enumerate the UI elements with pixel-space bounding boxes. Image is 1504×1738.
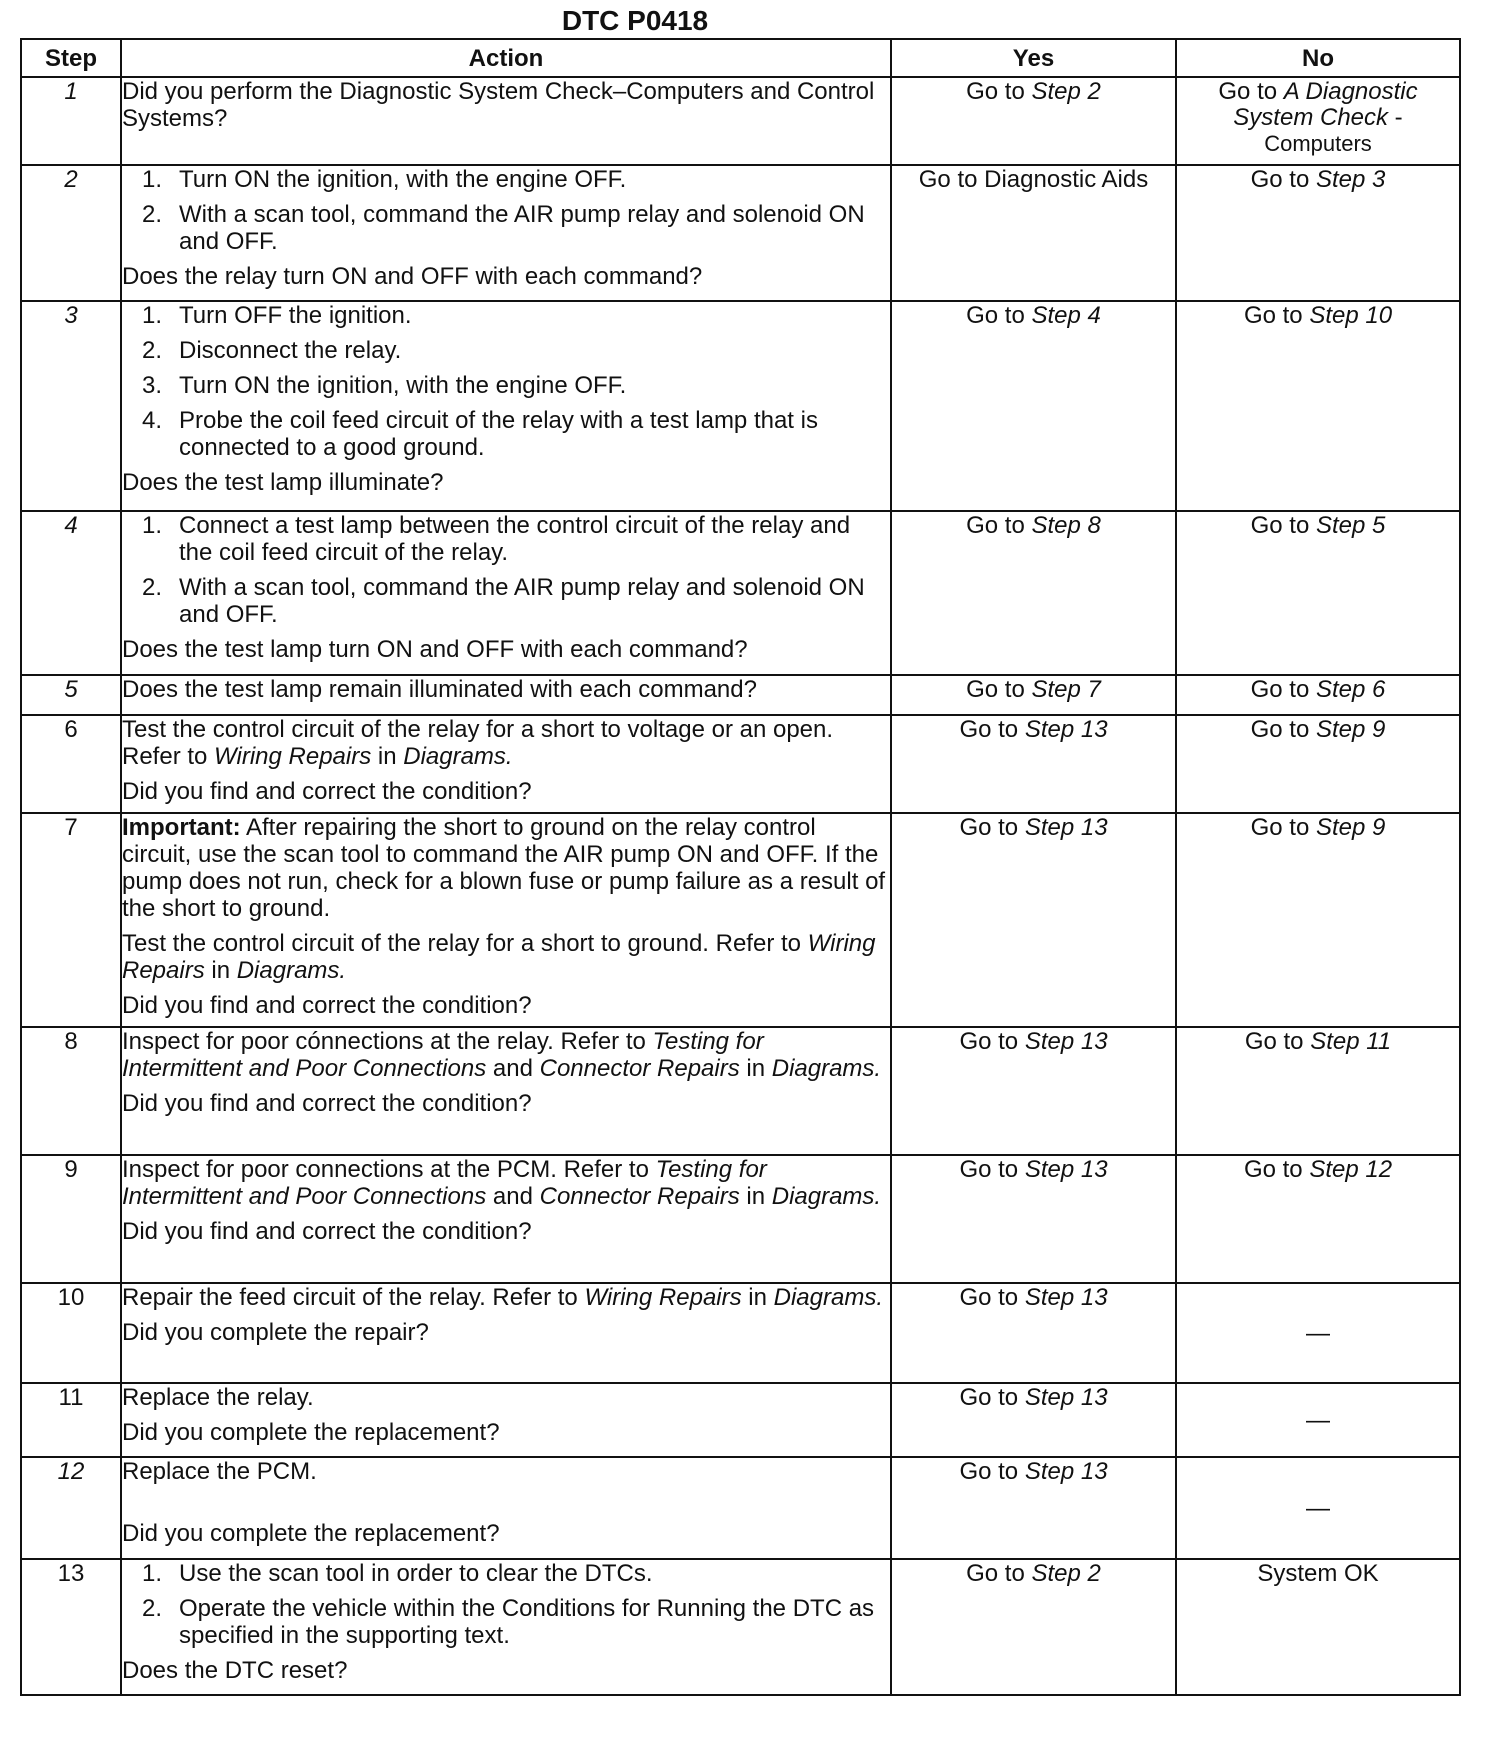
yes-cell xyxy=(891,1027,1176,1155)
action-text: Inspect for poor cónnections at the relay. Refer to Testing for Intermittent and Poor Connections and Connector Repairs in Diagrams. xyxy=(122,1028,882,1082)
no-cell xyxy=(1176,165,1460,301)
action-question: Does the test lamp turn ON and OFF with each command? xyxy=(122,636,748,663)
go-to-label: Go to xyxy=(1244,1028,1304,1055)
action-text: Did you perform the Diagnostic System Check–Computers and Control Systems? xyxy=(122,78,875,132)
yes-cell xyxy=(891,165,1176,301)
header-action: Action xyxy=(121,39,891,77)
yes-step-link: Step 13 xyxy=(1024,814,1108,841)
yes-step-link: Step 4 xyxy=(1031,302,1101,329)
action-list xyxy=(122,512,890,628)
table-row xyxy=(21,1027,1460,1155)
no-text: System OK xyxy=(1257,1560,1379,1587)
step-number: 8 xyxy=(21,1027,121,1155)
list-item: 1. Use the scan tool in order to clear the DTCs. xyxy=(142,1560,653,1587)
no-cell xyxy=(1176,301,1460,511)
yes-cell xyxy=(891,77,1176,165)
ref-link: Connector Repairs xyxy=(539,1183,740,1210)
ref-link: Diagrams. xyxy=(771,1183,882,1210)
list-item: 2. Disconnect the relay. xyxy=(142,337,402,364)
action-cell xyxy=(121,301,891,511)
action-cell xyxy=(121,77,891,165)
no-suffix: Computers xyxy=(1264,131,1372,156)
step-number: 9 xyxy=(21,1155,121,1283)
step-number: 11 xyxy=(21,1383,121,1457)
table-row xyxy=(21,77,1460,165)
yes-text: Go to Diagnostic Aids xyxy=(918,166,1149,193)
go-to-label: Go to xyxy=(1250,814,1310,841)
yes-step-link: Step 13 xyxy=(1024,1028,1108,1055)
table-row xyxy=(21,1559,1460,1695)
ref-link: Testing for Intermittent and Poor Connections xyxy=(122,1156,767,1210)
step-number: 1 xyxy=(21,77,121,165)
no-cell xyxy=(1176,1027,1460,1155)
yes-step-link: Step 13 xyxy=(1024,1384,1108,1411)
table-row xyxy=(21,813,1460,1027)
action-question: Did you find and correct the condition? xyxy=(122,1090,532,1117)
go-to-label: Go to xyxy=(959,1458,1019,1485)
ref-link: Connector Repairs xyxy=(539,1055,740,1082)
no-dash: — xyxy=(1306,1319,1330,1347)
ref-link: Diagrams. xyxy=(773,1284,883,1311)
ref-link: Wiring Repairs xyxy=(584,1284,742,1311)
header-yes: Yes xyxy=(891,39,1176,77)
action-cell xyxy=(121,675,891,715)
action-question: Does the relay turn ON and OFF with each command? xyxy=(122,263,703,290)
yes-cell xyxy=(891,1155,1176,1283)
action-question: Did you find and correct the condition? xyxy=(122,778,532,805)
action-cell xyxy=(121,1559,891,1695)
go-to-label: Go to xyxy=(1250,512,1310,539)
yes-step-link: Step 2 xyxy=(1031,78,1101,105)
go-to-label: Go to xyxy=(1243,302,1303,329)
yes-cell xyxy=(891,1383,1176,1457)
action-question: Does the DTC reset? xyxy=(122,1657,348,1684)
no-step-link: Step 9 xyxy=(1315,814,1386,841)
go-to-label: Go to xyxy=(1243,1156,1303,1183)
yes-cell xyxy=(891,301,1176,511)
go-to-label: Go to xyxy=(966,78,1025,105)
table-row xyxy=(21,1155,1460,1283)
no-cell xyxy=(1176,675,1460,715)
step-number: 6 xyxy=(21,715,121,813)
yes-step-link: Step 2 xyxy=(1031,1560,1101,1587)
list-item: 4. Probe the coil feed circuit of the relay with a test lamp that is connected to a good ground. xyxy=(142,407,818,461)
step-number: 2 xyxy=(21,165,121,301)
table-row xyxy=(21,511,1460,675)
no-step-link: Step 6 xyxy=(1315,676,1386,703)
action-text: Test the control circuit of the relay for a short to ground. Refer to Wiring Repairs in Diagrams. xyxy=(122,930,876,984)
action-text: Replace the relay. xyxy=(122,1384,314,1411)
table-header-row xyxy=(21,39,1460,77)
action-question: Did you complete the replacement? xyxy=(122,1419,500,1446)
yes-step-link: Step 13 xyxy=(1024,1284,1108,1311)
go-to-label: Go to xyxy=(959,1028,1019,1055)
no-cell xyxy=(1176,1559,1460,1695)
action-cell xyxy=(121,1383,891,1457)
header-step: Step xyxy=(21,39,121,77)
no-cell xyxy=(1176,813,1460,1027)
action-cell xyxy=(121,1283,891,1383)
action-question: Does the test lamp remain illuminated with each command? xyxy=(122,676,757,703)
page-title: DTC P0418 xyxy=(561,5,709,36)
ref-link: Wiring Repairs xyxy=(122,930,876,984)
yes-cell xyxy=(891,1559,1176,1695)
no-step-link: Step 3 xyxy=(1315,166,1386,193)
yes-step-link: Step 8 xyxy=(1031,512,1101,539)
go-to-label: Go to xyxy=(959,1384,1019,1411)
action-question: Did you complete the repair? xyxy=(122,1319,429,1346)
yes-cell xyxy=(891,1283,1176,1383)
important-note: Important: After repairing the short to ground on the relay control circuit, use the scan tool to command the AIR pump ON and OFF. If the pump does not run, check for a blown fuse or pump failure as a result of the short to ground. xyxy=(122,814,886,922)
ref-link: Diagrams. xyxy=(771,1055,882,1082)
go-to-label: Go to xyxy=(1250,716,1310,743)
no-cell xyxy=(1176,715,1460,813)
table-row xyxy=(21,1283,1460,1383)
action-list xyxy=(122,302,890,461)
no-cell xyxy=(1176,511,1460,675)
step-number: 13 xyxy=(21,1559,121,1695)
no-cell xyxy=(1176,77,1460,165)
action-cell xyxy=(121,715,891,813)
list-item: 1. Connect a test lamp between the control circuit of the relay and the coil feed circuit of the relay. xyxy=(142,512,851,566)
step-number: 4 xyxy=(21,511,121,675)
no-cell xyxy=(1176,1155,1460,1283)
action-list xyxy=(122,1560,890,1649)
table-row xyxy=(21,675,1460,715)
go-to-label: Go to xyxy=(1218,78,1278,105)
action-text: Test the control circuit of the relay for a short to voltage or an open. Refer to Wiring Repairs in Diagrams. xyxy=(122,716,834,770)
dtc-table xyxy=(20,38,1461,1696)
action-cell xyxy=(121,511,891,675)
go-to-label: Go to xyxy=(966,512,1025,539)
yes-cell xyxy=(891,1457,1176,1559)
list-item: 2. Operate the vehicle within the Conditions for Running the DTC as specified in the supporting text. xyxy=(142,1595,875,1649)
step-number: 10 xyxy=(21,1283,121,1383)
action-cell xyxy=(121,1457,891,1559)
yes-step-link: Step 13 xyxy=(1024,1156,1108,1183)
go-to-label: Go to xyxy=(966,1560,1025,1587)
yes-cell xyxy=(891,813,1176,1027)
yes-step-link: Step 13 xyxy=(1024,1458,1108,1485)
table-row xyxy=(21,715,1460,813)
step-number: 5 xyxy=(21,675,121,715)
yes-step-link: Step 13 xyxy=(1024,716,1108,743)
go-to-label: Go to xyxy=(959,1156,1019,1183)
action-cell xyxy=(121,813,891,1027)
list-item: 1. Turn OFF the ignition. xyxy=(142,302,412,329)
list-item: 2. With a scan tool, command the AIR pump relay and solenoid ON and OFF. xyxy=(142,201,865,255)
action-question: Did you find and correct the condition? xyxy=(122,992,532,1019)
step-number: 7 xyxy=(21,813,121,1027)
list-item: 1. Turn ON the ignition, with the engine OFF. xyxy=(142,166,627,193)
ref-link: Diagrams. xyxy=(236,957,347,984)
action-question: Did you find and correct the condition? xyxy=(122,1218,532,1245)
no-dash: — xyxy=(1306,1406,1330,1434)
no-step-link: A Diagnostic System Check xyxy=(1233,78,1418,131)
yes-cell xyxy=(891,715,1176,813)
no-cell xyxy=(1176,1283,1460,1383)
no-step-link: Step 5 xyxy=(1315,512,1386,539)
yes-cell xyxy=(891,675,1176,715)
go-to-label: Go to xyxy=(1250,166,1310,193)
action-question: Did you complete the replacement? xyxy=(122,1520,500,1547)
action-question: Does the test lamp illuminate? xyxy=(122,469,444,496)
ref-link: Testing for Intermittent and Poor Connections xyxy=(122,1028,764,1082)
go-to-label: Go to xyxy=(959,814,1019,841)
action-list xyxy=(122,166,890,255)
step-number: 3 xyxy=(21,301,121,511)
go-to-label: Go to xyxy=(966,676,1025,703)
action-text: Repair the feed circuit of the relay. Refer to Wiring Repairs in Diagrams. xyxy=(122,1284,883,1311)
no-dash: - xyxy=(1388,104,1403,131)
yes-cell xyxy=(891,511,1176,675)
header-no: No xyxy=(1176,39,1460,77)
go-to-label: Go to xyxy=(966,302,1025,329)
list-item: 2. With a scan tool, command the AIR pump relay and solenoid ON and OFF. xyxy=(142,574,865,628)
go-to-label: Go to xyxy=(959,1284,1019,1311)
yes-step-link: Step 7 xyxy=(1031,676,1101,703)
go-to-label: Go to xyxy=(1250,676,1310,703)
action-cell xyxy=(121,165,891,301)
no-step-link: Step 11 xyxy=(1310,1028,1392,1055)
go-to-label: Go to xyxy=(959,716,1019,743)
important-label: Important: xyxy=(122,814,241,841)
step-number: 12 xyxy=(21,1457,121,1559)
ref-link: Wiring Repairs xyxy=(214,743,372,770)
no-step-link: Step 10 xyxy=(1309,302,1393,329)
no-cell xyxy=(1176,1383,1460,1457)
action-cell xyxy=(121,1027,891,1155)
no-cell xyxy=(1176,1457,1460,1559)
action-text: Inspect for poor connections at the PCM. Refer to Testing for Intermittent and Poor Connections and Connector Repairs in Diagrams. xyxy=(122,1156,882,1210)
table-row xyxy=(21,1457,1460,1559)
ref-link: Diagrams. xyxy=(403,743,513,770)
table-row xyxy=(21,301,1460,511)
action-cell xyxy=(121,1155,891,1283)
no-dash: — xyxy=(1306,1494,1330,1522)
action-text: Replace the PCM. xyxy=(122,1458,317,1485)
list-item: 3. Turn ON the ignition, with the engine OFF. xyxy=(142,372,627,399)
table-row xyxy=(21,1383,1460,1457)
table-row xyxy=(21,165,1460,301)
no-step-link: Step 9 xyxy=(1315,716,1386,743)
no-step-link: Step 12 xyxy=(1309,1156,1393,1183)
